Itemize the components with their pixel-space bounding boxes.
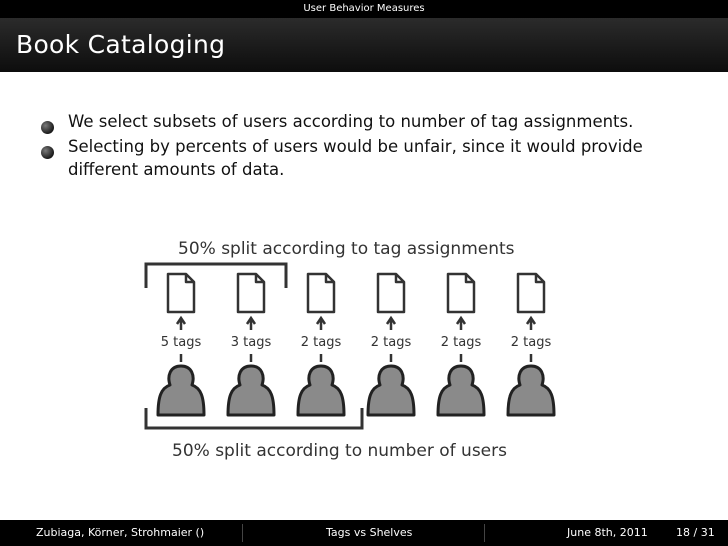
- footer-page: 18 / 31: [676, 526, 715, 539]
- user-icon: [438, 366, 484, 415]
- bullet-icon: [41, 121, 54, 134]
- footer-bar: [0, 520, 728, 546]
- arrow-up-icon: [457, 318, 465, 330]
- arrow-up-icon: [247, 318, 255, 330]
- footer-divider: [484, 524, 485, 542]
- bullet-text: [68, 135, 708, 181]
- document-icon: [448, 274, 474, 312]
- user-icon: [508, 366, 554, 415]
- title-bar: [0, 18, 728, 72]
- tag-count-label: 2 tags: [510, 335, 552, 350]
- diagram-column: [438, 274, 484, 415]
- slide-title: Book Cataloging: [16, 30, 226, 59]
- user-icon: [228, 366, 274, 415]
- diagram-column: [158, 274, 204, 415]
- footer-authors: Zubiaga, Körner, Strohmaier (): [36, 526, 205, 539]
- section-header: [0, 0, 728, 18]
- split-diagram-svg: [138, 230, 558, 470]
- document-icon: [518, 274, 544, 312]
- diagram-column: [228, 274, 274, 415]
- bullet-text: [68, 110, 708, 133]
- bullet-line: We select subsets of users according to number of tag assignments.: [68, 112, 634, 131]
- document-icon: [308, 274, 334, 312]
- user-icon: [298, 366, 344, 415]
- document-icon: [238, 274, 264, 312]
- user-icon: [158, 366, 204, 415]
- caption-bottom: 50% split according to number of users: [172, 441, 507, 461]
- diagram-column: [508, 274, 554, 415]
- tag-count-label: 5 tags: [160, 335, 202, 350]
- footer-divider: [242, 524, 243, 542]
- bullet-icon: [41, 146, 54, 159]
- column-group: [158, 274, 554, 415]
- tag-count-label: 2 tags: [370, 335, 412, 350]
- arrow-up-icon: [177, 318, 185, 330]
- footer-date: June 8th, 2011: [567, 526, 648, 539]
- bullet-line: Selecting by percents of users would be unfair, since it would provide: [68, 137, 643, 156]
- section-header-text: User Behavior Measures: [303, 3, 425, 14]
- document-icon: [378, 274, 404, 312]
- user-icon: [368, 366, 414, 415]
- footer-talk-title: Tags vs Shelves: [326, 526, 413, 539]
- diagram-column: [298, 274, 344, 415]
- tag-count-label: 2 tags: [300, 335, 342, 350]
- split-diagram: [138, 230, 558, 470]
- arrow-up-icon: [317, 318, 325, 330]
- caption-top: 50% split according to tag assignments: [178, 239, 515, 259]
- diagram-column: [368, 274, 414, 415]
- bullet-line: different amounts of data.: [68, 160, 285, 179]
- document-icon: [168, 274, 194, 312]
- tag-count-label: 3 tags: [230, 335, 272, 350]
- arrow-up-icon: [527, 318, 535, 330]
- tag-count-label: 2 tags: [440, 335, 482, 350]
- arrow-up-icon: [387, 318, 395, 330]
